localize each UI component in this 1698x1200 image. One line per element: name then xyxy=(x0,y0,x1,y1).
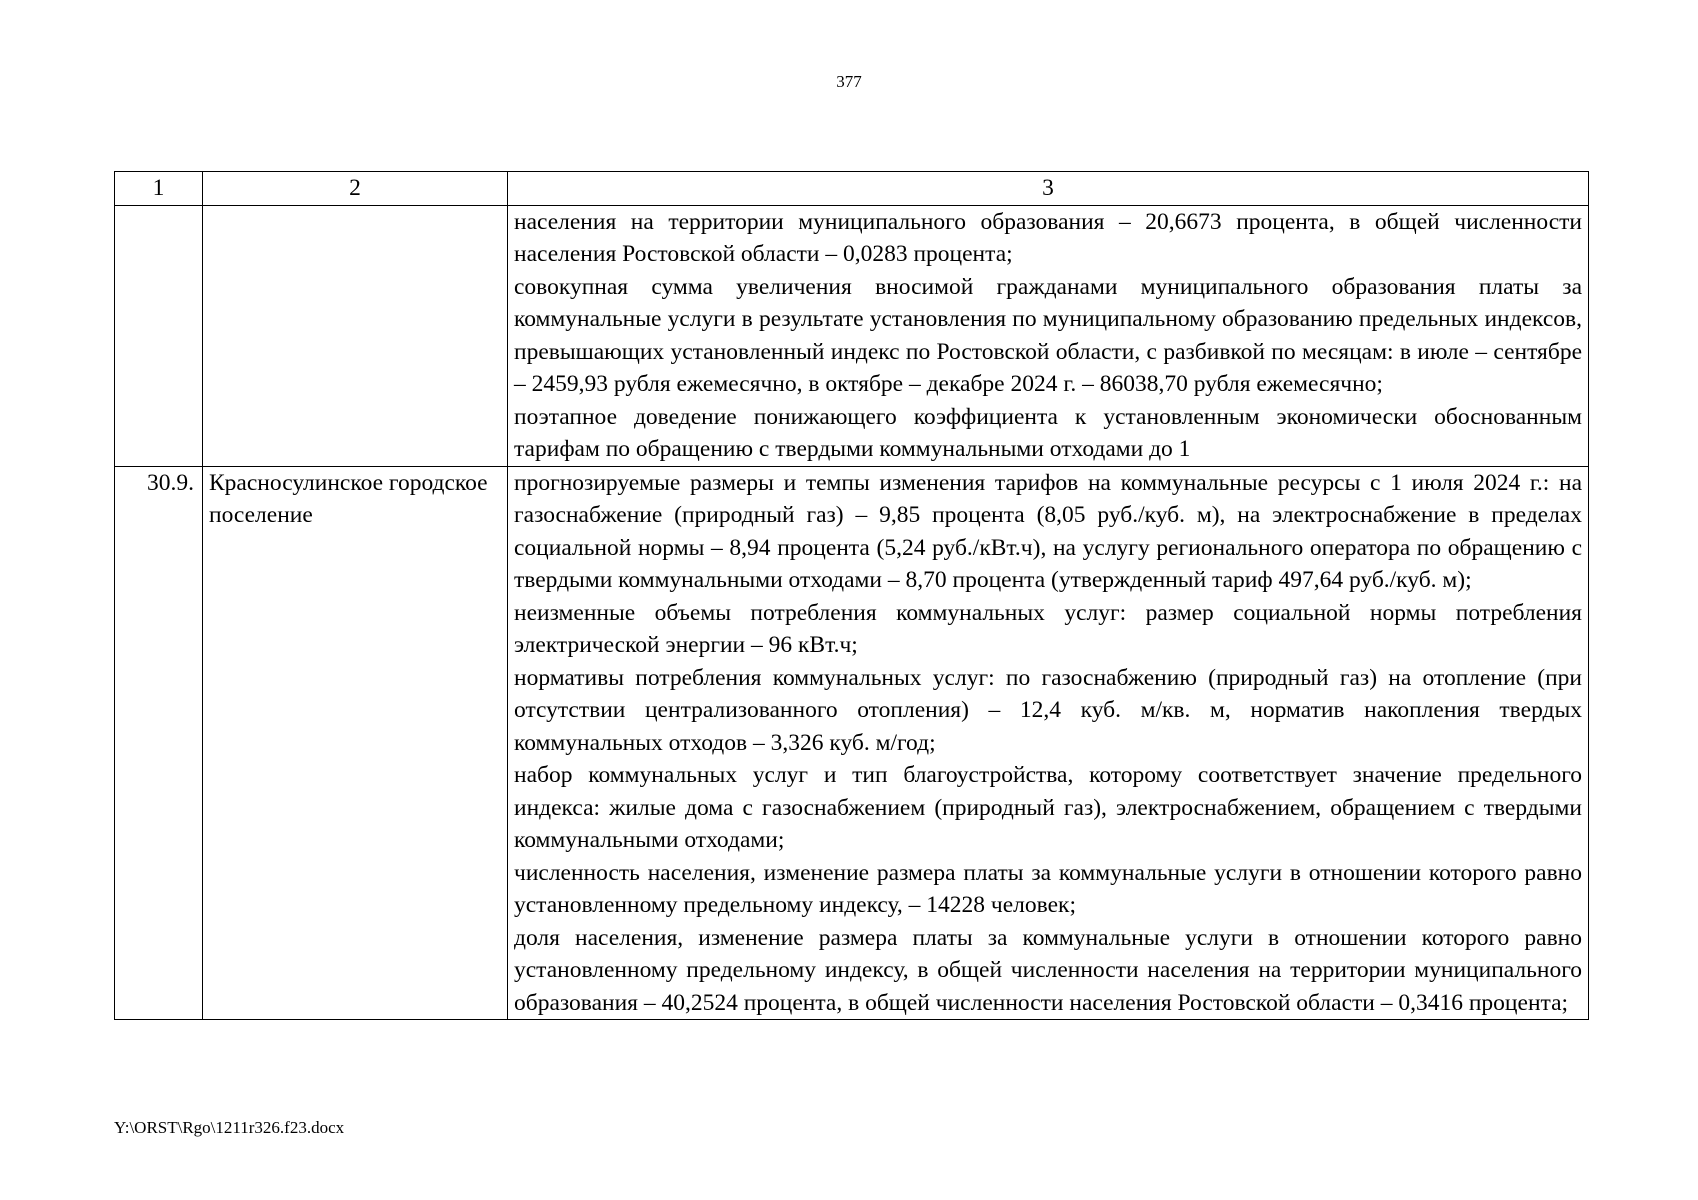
content-paragraph: прогнозируемые размеры и темпы изменения тарифов на коммунальные ресурсы с 1 июля 2024 г.: на газоснабжение (природный газ) – 9,85 процента (8,05 руб./куб. м), на электроснабжение в пределах социальной нормы – 8,94 процента (5,24 руб./кВт.ч), на услугу регионального оператора по обращению с твердыми коммунальными отходами – 8,70 процента (утвержденный тариф 497,64 руб./куб. м); xyxy=(514,469,1582,593)
table-header-row xyxy=(115,172,1589,206)
content-paragraph: доля населения, изменение размера платы за коммунальные услуги в отношении которого равно установленному предельному индексу, в общей численности населения на территории муниципального образования – 40,2524 процента, в общей численности населения Ростовской области – 0,3416 процента; xyxy=(514,924,1582,1016)
content-paragraph: неизменные объемы потребления коммунальных услуг: размер социальной нормы потребления электрической энергии – 96 кВт.ч; xyxy=(514,599,1582,658)
row-content xyxy=(508,205,1589,466)
municipality-name xyxy=(203,205,508,466)
document-table xyxy=(114,171,1589,1020)
row-number: 30.9. xyxy=(115,466,203,1020)
row-number xyxy=(115,205,203,466)
table-row xyxy=(115,466,1589,1020)
content-paragraph: нормативы потребления коммунальных услуг: по газоснабжению (природный газ) на отопление (при отсутствии централизованного отопления) – 12,4 куб. м/кв. м, норматив накопления твердых коммунальных отходов – 3,326 куб. м/год; xyxy=(514,664,1582,756)
column-header-3: 3 xyxy=(508,172,1589,206)
column-header-1: 1 xyxy=(115,172,203,206)
content-paragraph: совокупная сумма увеличения вносимой гражданами муниципального образования платы за коммунальные услуги в результате установления по муниципальному образованию предельных индексов, превышающих установленный индекс по Ростовской области, с разбивкой по месяцам: в июле – сентябре – 2459,93 рубля ежемесячно, в октябре – декабре 2024 г. – 86038,70 рубля ежемесячно; xyxy=(514,273,1582,397)
document-file-path: Y:\ORST\Rgo\1211r326.f23.docx xyxy=(114,1118,345,1137)
municipality-name: Красносулинское городское поселение xyxy=(203,466,508,1020)
table-row xyxy=(115,205,1589,466)
column-header-2: 2 xyxy=(203,172,508,206)
content-paragraph: численность населения, изменение размера платы за коммунальные услуги в отношении которого равно установленному предельному индексу, – 14228 человек; xyxy=(514,859,1582,918)
page-number: 377 xyxy=(836,72,862,91)
content-paragraph: набор коммунальных услуг и тип благоустройства, которому соответствует значение предельного индекса: жилые дома с газоснабжением (природный газ), электроснабжением, обращением с твердыми коммунальными отходами; xyxy=(514,762,1582,853)
content-paragraph: поэтапное доведение понижающего коэффициента к установленным экономически обоснованным тарифам по обращению с твердыми коммунальными отходами до 1 xyxy=(514,403,1582,462)
row-content xyxy=(508,466,1589,1020)
content-paragraph: населения на территории муниципального образования – 20,6673 процента, в общей численности населения Ростовской области – 0,0283 процента; xyxy=(514,208,1582,267)
